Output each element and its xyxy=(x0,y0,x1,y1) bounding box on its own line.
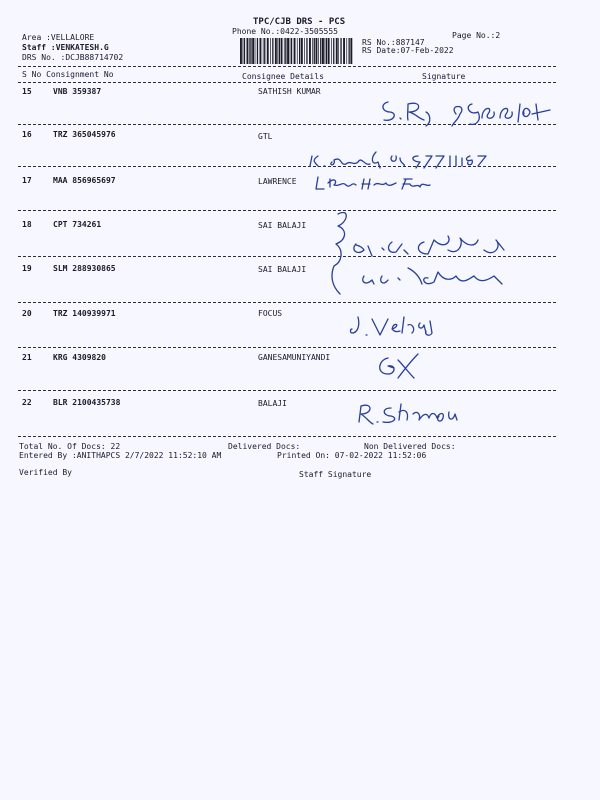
row-consignment: KRG 4309820 xyxy=(53,353,106,362)
row-sno: 18 xyxy=(22,220,32,229)
delivered-docs: Delivered Docs: xyxy=(228,442,301,451)
row-sno: 15 xyxy=(22,87,32,96)
signature-image xyxy=(374,350,424,380)
row-divider xyxy=(18,390,556,391)
rs-number: RS No.:887147 xyxy=(362,38,425,47)
row-consignee: SAI BALAJI xyxy=(258,221,307,230)
row-consignee: BALAJI xyxy=(258,399,287,408)
verified-by: Verified By xyxy=(19,468,72,477)
staff-label: Staff :VENKATESH.G xyxy=(22,43,109,52)
signature-image xyxy=(348,315,438,337)
row-sno: 19 xyxy=(22,264,32,273)
drs-number: DRS No. :DCJB88714702 xyxy=(22,53,124,62)
row-divider xyxy=(18,302,556,303)
row-sno: 21 xyxy=(22,353,32,362)
row-consignment: CPT 734261 xyxy=(53,220,102,229)
phone-number: Phone No.:0422-3505555 xyxy=(232,27,338,36)
row-consignment: VNB 359387 xyxy=(53,87,102,96)
row-consignee: SATHISH KUMAR xyxy=(258,87,321,96)
row-consignee: GTL xyxy=(258,132,273,141)
printed-on: Printed On: 07-02-2022 11:52:06 xyxy=(277,451,427,460)
total-docs: Total No. Of Docs: 22 xyxy=(19,442,121,451)
row-consignment: SLM 288930865 xyxy=(53,264,116,273)
row-sno: 20 xyxy=(22,309,32,318)
signature-image xyxy=(324,206,524,302)
row-consignee: SAI BALAJI xyxy=(258,265,307,274)
rs-date: RS Date:07-Feb-2022 xyxy=(362,46,454,55)
column-divider xyxy=(18,82,556,83)
column-signature: Signature xyxy=(422,72,466,81)
signature-image xyxy=(306,148,506,170)
non-delivered-docs: Non Delivered Docs: xyxy=(364,442,456,451)
row-consignee: LAWRENCE xyxy=(258,177,297,186)
column-sno-consignment: S No Consignment No xyxy=(22,70,114,79)
row-consignment: BLR 2100435738 xyxy=(53,398,121,407)
page-number: Page No.:2 xyxy=(452,31,501,40)
area-label: Area :VELLALORE xyxy=(22,33,95,42)
row-consignee: FOCUS xyxy=(258,309,283,318)
row-consignee: GANESAMUNIYANDI xyxy=(258,353,331,362)
signature-image xyxy=(312,175,437,191)
staff-signature: Staff Signature xyxy=(299,470,372,479)
row-consignment: TRZ 365045976 xyxy=(53,130,116,139)
header-divider xyxy=(18,66,556,67)
barcode-image xyxy=(240,38,354,64)
document-title: TPC/CJB DRS - PCS xyxy=(253,17,346,27)
signature-image xyxy=(355,400,465,428)
column-consignee: Consignee Details xyxy=(242,72,324,81)
signature-image xyxy=(378,92,556,128)
row-divider xyxy=(18,436,556,437)
row-sno: 16 xyxy=(22,130,32,139)
row-sno: 22 xyxy=(22,398,32,407)
row-sno: 17 xyxy=(22,176,32,185)
row-consignment: MAA 856965697 xyxy=(53,176,116,185)
row-divider xyxy=(18,347,556,348)
row-consignment: TRZ 140939971 xyxy=(53,309,116,318)
entered-by: Entered By :ANITHAPCS 2/7/2022 11:52:10 AM xyxy=(19,451,222,460)
